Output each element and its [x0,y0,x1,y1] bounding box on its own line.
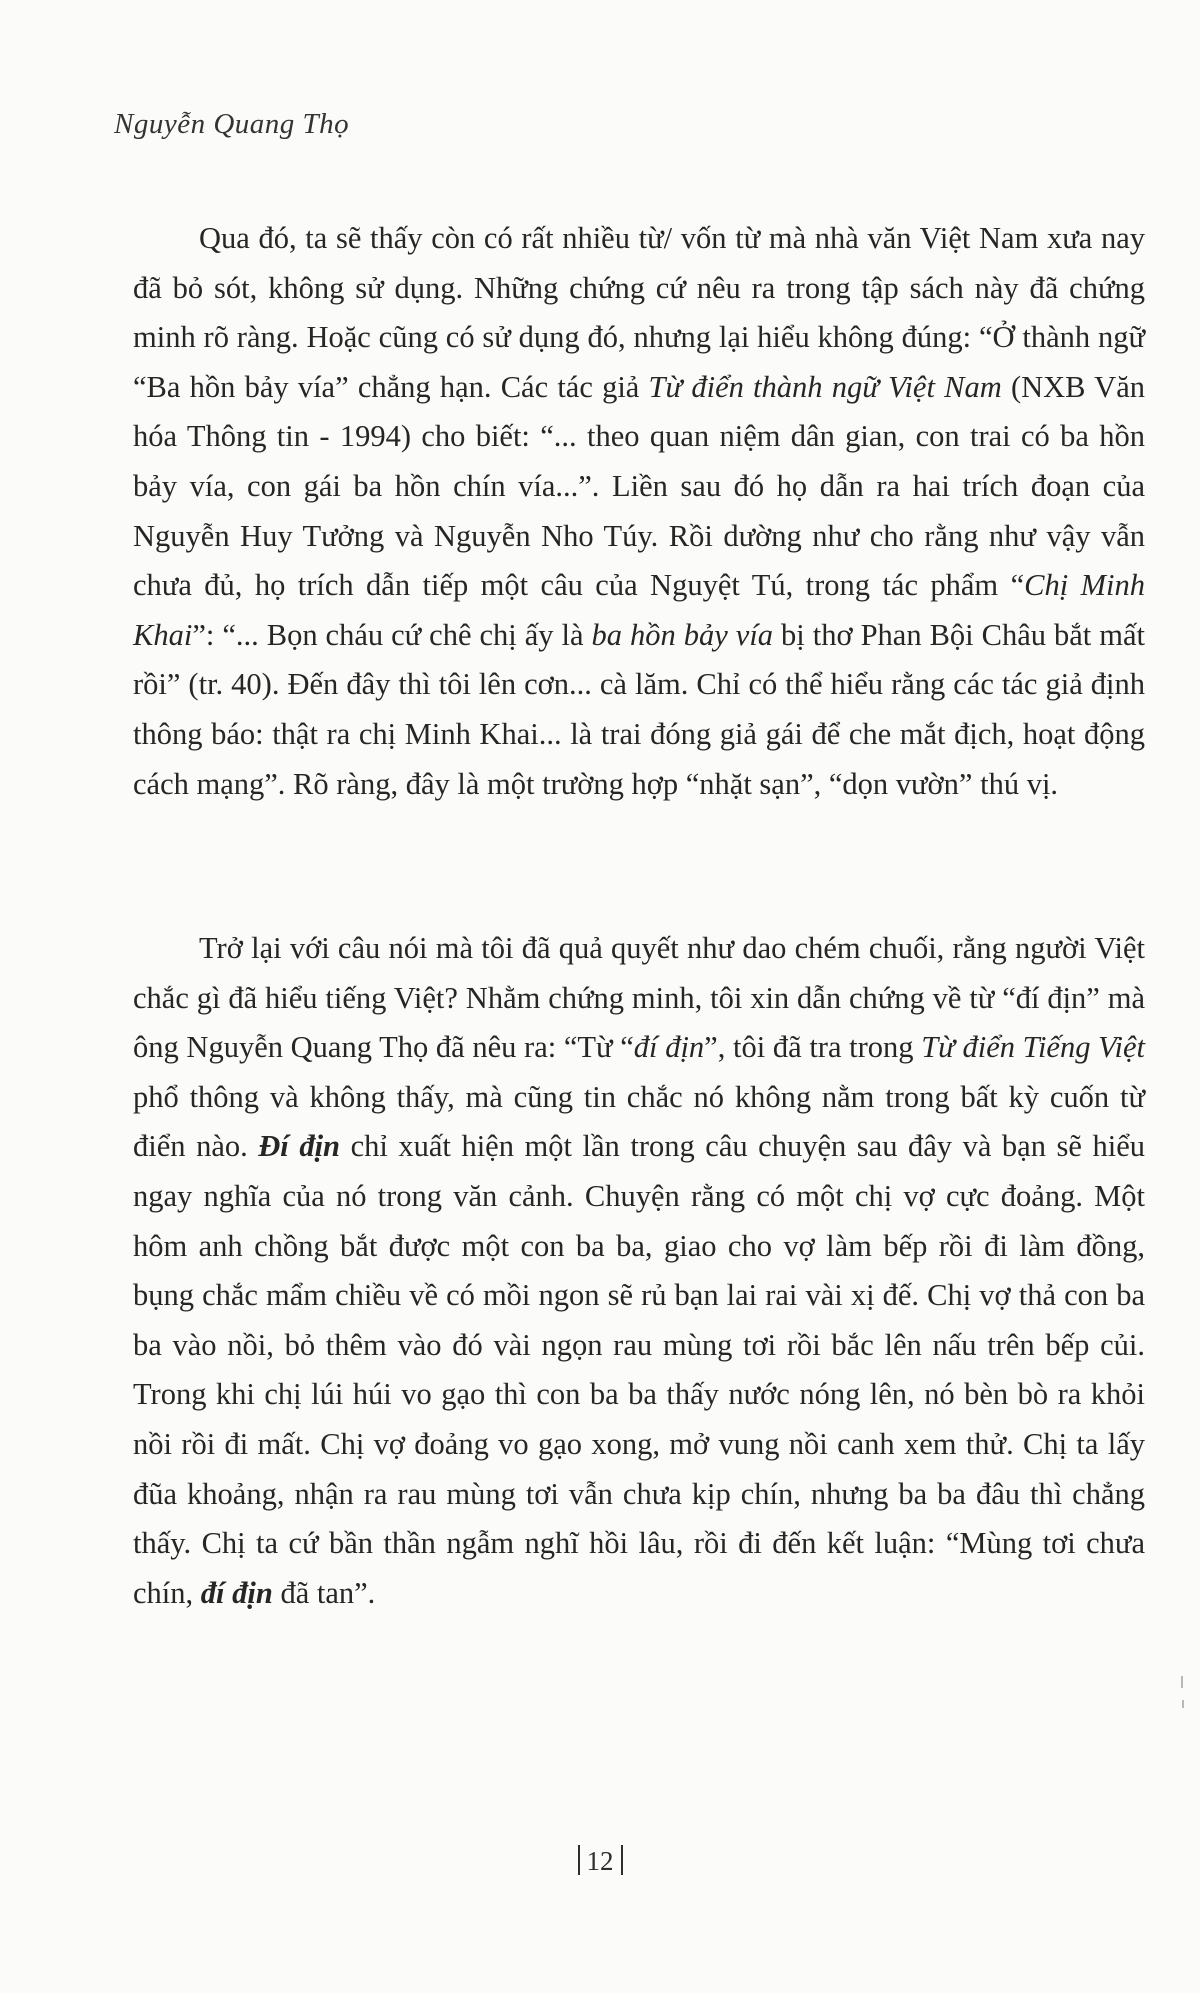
running-head: Nguyễn Quang Thọ [114,108,350,140]
text-run: phổ thông và không thấy, mà cũng tin chắc nó không nằm trong bất kỳ cuốn từ điển nào. [133,1079,1145,1164]
bold-italic-term: Đí địn [258,1129,341,1164]
bold-italic-term: đí địn [200,1575,273,1610]
paragraph-1 [133,214,1145,809]
text-run: ”, tôi đã tra trong [704,1030,922,1065]
page-number [0,1845,1200,1877]
folio-bar-right [621,1845,623,1875]
paragraph-1-text [133,214,1145,809]
page-number-text: 12 [586,1846,614,1876]
paragraph-2 [133,924,1145,1618]
italic-title-dictionary: Từ điển thành ngữ Việt Nam [648,369,1002,404]
italic-title-work: Chị Minh Khai [133,568,1145,652]
text-run: đã tan”. [272,1575,376,1610]
folio-bar-left [578,1845,580,1875]
text-run: chỉ xuất hiện một lần trong câu chuyện sau đây và bạn sẽ hiểu ngay nghĩa của nó trong văn cảnh. Chuyện rằng có một chị vợ cực đoảng. Một hôm anh chồng bắt được một con ba ba, giao cho vợ làm bếp rồi đi làm đồng, bụng chắc mẩm chiều về có mồi ngon sẽ rủ bạn lai rai vài xị đế. Chị vợ thả con ba ba vào nồi, bỏ thêm vào đó vài ngọn rau mùng tơi rồi bắc lên nấu trên bếp củi. Trong khi chị lúi húi vo gạo thì con ba ba thấy nước nóng lên, nó bèn bò ra khỏi nồi rồi đi mất. Chị vợ đoảng vo gạo xong, mở vung nồi canh xem thử. Chị ta lấy đũa khoảng, nhận ra rau mùng tơi vẫn chưa kịp chín, nhưng ba ba đâu thì chẳng thấy. Chị ta cứ bần thần ngẫm nghĩ hồi lâu, rồi đi đến kết luận: “Mùng tơi chưa chín, [133,1129,1145,1610]
scan-speck [1182,1700,1184,1708]
text-run: Trở lại với câu nói mà tôi đã quả quyết như dao chém chuối, rằng người Việt chắc gì đã hiểu tiếng Việt? Nhằm chứng minh, tôi xin dẫn chứng về từ “đí địn” mà ông Nguyễn Quang Thọ đã nêu ra: “Từ “ [133,931,1145,1065]
italic-phrase: ba hồn bảy vía [591,617,774,652]
scan-speck [1181,1676,1183,1688]
text-run: bị thơ Phan Bội Châu bắt mất rồi” (tr. 40). Đến đây thì tôi lên cơn... cà lăm. Chỉ có thể hiểu rằng các tác giả định thông báo: thật ra chị Minh Khai... là trai đóng giả gái để che mắt địch, hoạt động cách mạng”. Rõ ràng, đây là một trường hợp “nhặt sạn”, “dọn vườn” thú vị. [133,617,1145,801]
italic-term: đí địn [633,1030,705,1065]
paragraph-2-text [133,924,1145,1618]
text-run: (NXB Văn hóa Thông tin - 1994) cho biết: “... theo quan niệm dân gian, con trai có ba hồn bảy vía, con gái ba hồn chín vía...”. Liền sau đó họ dẫn ra hai trích đoạn của Nguyễn Huy Tưởng và Nguyễn Nho Túy. Rồi dường như cho rằng như vậy vẫn chưa đủ, họ trích dẫn tiếp một câu của Nguyệt Tú, trong tác phẩm “ [133,369,1145,603]
italic-title-dictionary: Từ điển Tiếng Việt [921,1030,1145,1065]
text-run: Qua đó, ta sẽ thấy còn có rất nhiều từ/ vốn từ mà nhà văn Việt Nam xưa nay đã bỏ sót, không sử dụng. Những chứng cứ nêu ra trong tập sách này đã chứng minh rõ ràng. Hoặc cũng có sử dụng đó, nhưng lại hiểu không đúng: “Ở thành ngữ “Ba hồn bảy vía” chẳng hạn. Các tác giả [133,221,1145,404]
text-run: ”: “... Bọn cháu cứ chê chị ấy là [192,617,592,652]
